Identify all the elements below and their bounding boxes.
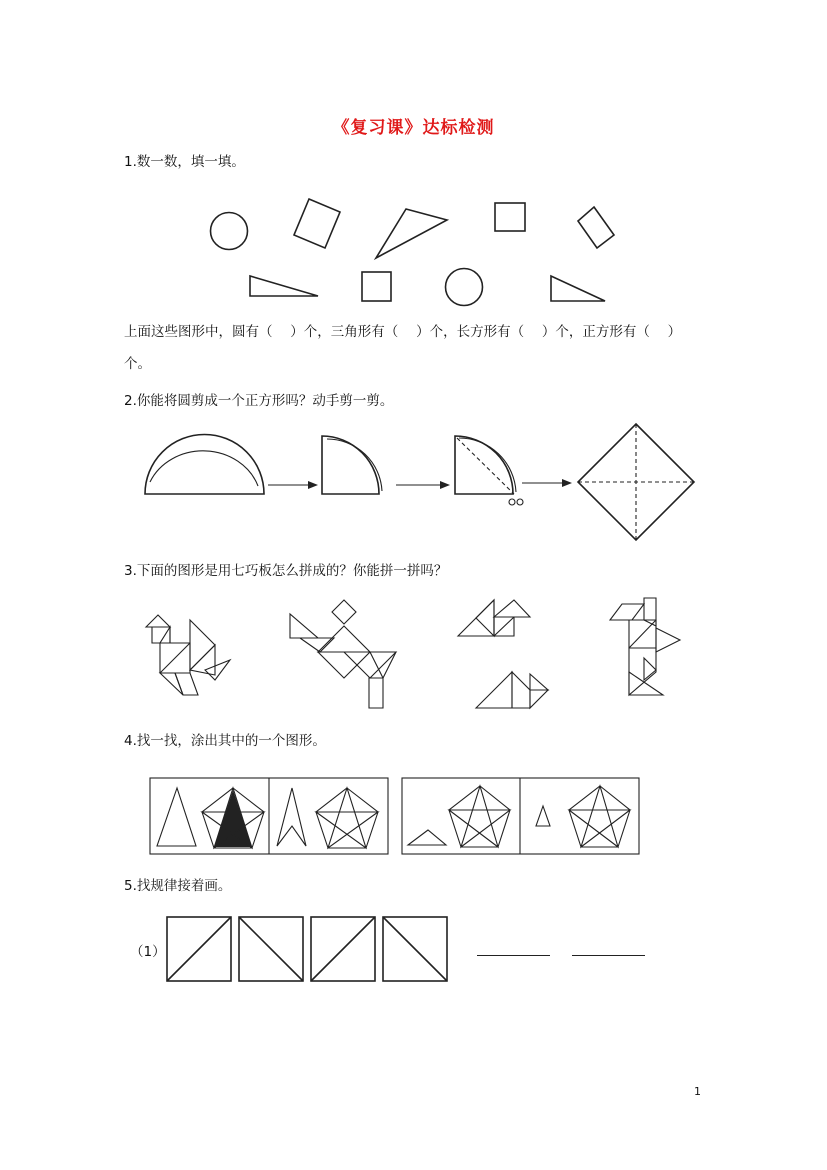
question-1-fill-in-line: 上面这些图形中，圆有（ ）个，三角形有（ ）个，长方形有（ ）个，正方形有（ ） (124, 324, 682, 340)
item-label: （1） (130, 944, 166, 960)
question-4-prompt: 4.找一找，涂出其中的一个图形。 (124, 733, 326, 749)
answer-blank[interactable] (477, 955, 550, 956)
question-2-prompt: 2.你能将圆剪成一个正方形吗？动手剪一剪。 (124, 393, 394, 409)
page-number: 1 (694, 1085, 701, 1098)
question-5-prompt: 5.找规律接着画。 (124, 878, 232, 894)
page-title: 《复习课》达标检测 (332, 118, 495, 138)
answer-blank[interactable] (572, 955, 645, 956)
question-1-fill-in-line-end: 个。 (124, 356, 151, 372)
question-1-prompt: 1.数一数，填一填。 (124, 154, 245, 170)
question-3-prompt: 3.下面的图形是用七巧板怎么拼成的？你能拼一拼吗？ (124, 563, 448, 579)
